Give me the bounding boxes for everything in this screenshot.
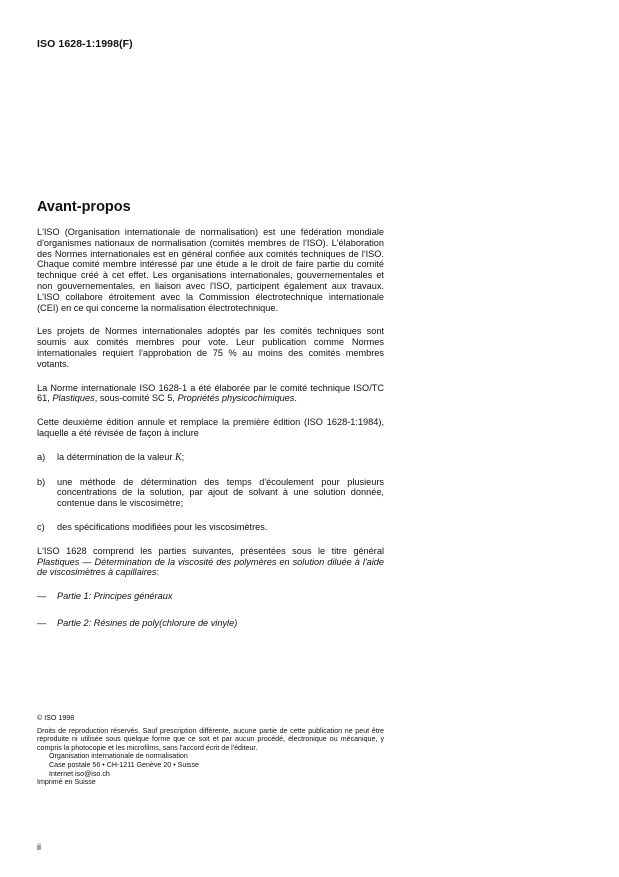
list-text-main: la détermination de la valeur	[57, 451, 175, 462]
list-text	[57, 452, 384, 464]
paragraph-iso-description: L'ISO (Organisation internationale de normalisation) est une fédération mondiale d'organismes nationaux de normalisation (comités membres de l'ISO). L'élaboration des Normes internationales est en général confiée aux comités techniques de l'ISO. Chaque comité membre intéressé par une étude a le droit de faire partie du comité technique créé à cet effet. Les organisations internationales, gouvernementales et non gouvernementales, en liaison avec l'ISO, participent également aux travaux. L'ISO collabore étroitement avec la Commission électrotechnique internationale (CEI) en ce qui concerne la normalisation électrotechnique.	[37, 227, 384, 313]
printed-in: Imprimé en Suisse	[37, 778, 96, 787]
foreword-body	[37, 227, 384, 645]
copyright-line: © ISO 1998	[37, 714, 75, 722]
list-text: une méthode de détermination des temps d'écoulement pour plusieurs concentrations de la solution, par ajout de solvant à une solution donnée, contenue dans le viscosimètre;	[57, 476, 384, 509]
list-text-after: ;	[181, 451, 185, 462]
paragraph-parts	[37, 546, 384, 578]
document-header: ISO 1628-1:1998(F)	[37, 38, 133, 50]
publisher-org: Organisation internationale de normalisation	[49, 752, 188, 761]
publisher-internet: Internet iso@iso.ch	[49, 769, 110, 778]
committee-plastiques: Plastiques	[52, 393, 95, 404]
list-marker: b)	[37, 476, 46, 487]
committee-end: .	[294, 393, 297, 404]
page-number: ii	[37, 842, 41, 852]
publisher-address: Case postale 56 • CH-1211 Genève 20 • Suisse	[49, 760, 199, 769]
part-title: Partie 2: Résines de poly(chlorure de vinyle)	[57, 617, 238, 628]
list-marker: a)	[37, 451, 46, 462]
list-item	[37, 477, 384, 509]
parts-intro: L'ISO 1628 comprend les parties suivantes, présentées sous le titre général	[37, 545, 384, 556]
part-title: Partie 1: Principes généraux	[57, 591, 173, 602]
paragraph-committee	[37, 383, 384, 405]
list-text: des spécifications modifiées pour les viscosimètres.	[57, 521, 268, 532]
parts-general-title: Plastiques — Détermination de la viscosité des polymères en solution diluée à l'aide de viscosimètres à capillaires	[37, 556, 384, 578]
list-marker: c)	[37, 521, 45, 532]
part-item	[37, 618, 384, 629]
paragraph-voting: Les projets de Normes internationales adoptés par les comités techniques sont soumis aux comités membres pour vote. Leur publication comme Normes internationales requiert l'approbation de 75 % au moins des comités membres votants.	[37, 326, 384, 369]
committee-sc: , sous-comité SC 5,	[94, 393, 178, 404]
parts-colon: :	[156, 567, 160, 578]
paragraph-edition: Cette deuxième édition annule et remplace la première édition (ISO 1628-1:1984), laquelle a été révisée de façon à inclure	[37, 417, 384, 438]
k-symbol: K	[174, 451, 182, 463]
part-item	[37, 591, 384, 602]
section-title: Avant-propos	[37, 199, 131, 215]
committee-text: La Norme internationale ISO 1628-1 a été élaborée par le comité technique ISO/TC 61,	[37, 382, 384, 404]
part-dash: —	[37, 617, 47, 628]
list-item	[37, 522, 384, 533]
rights-notice: Droits de reproduction réservés. Sauf prescription différente, aucune partie de cette publication ne peut être reproduite ni utilisée sous quelque forme que ce soit et par aucun procédé, électronique ou mécanique, y compris la photocopie et les microfilms, sans l'accord écrit de l'éditeur.	[37, 726, 384, 752]
committee-subject: Propriétés physicochimiques	[177, 393, 295, 404]
list-item	[37, 452, 384, 464]
part-dash: —	[37, 591, 47, 602]
copyright-block	[37, 714, 384, 787]
